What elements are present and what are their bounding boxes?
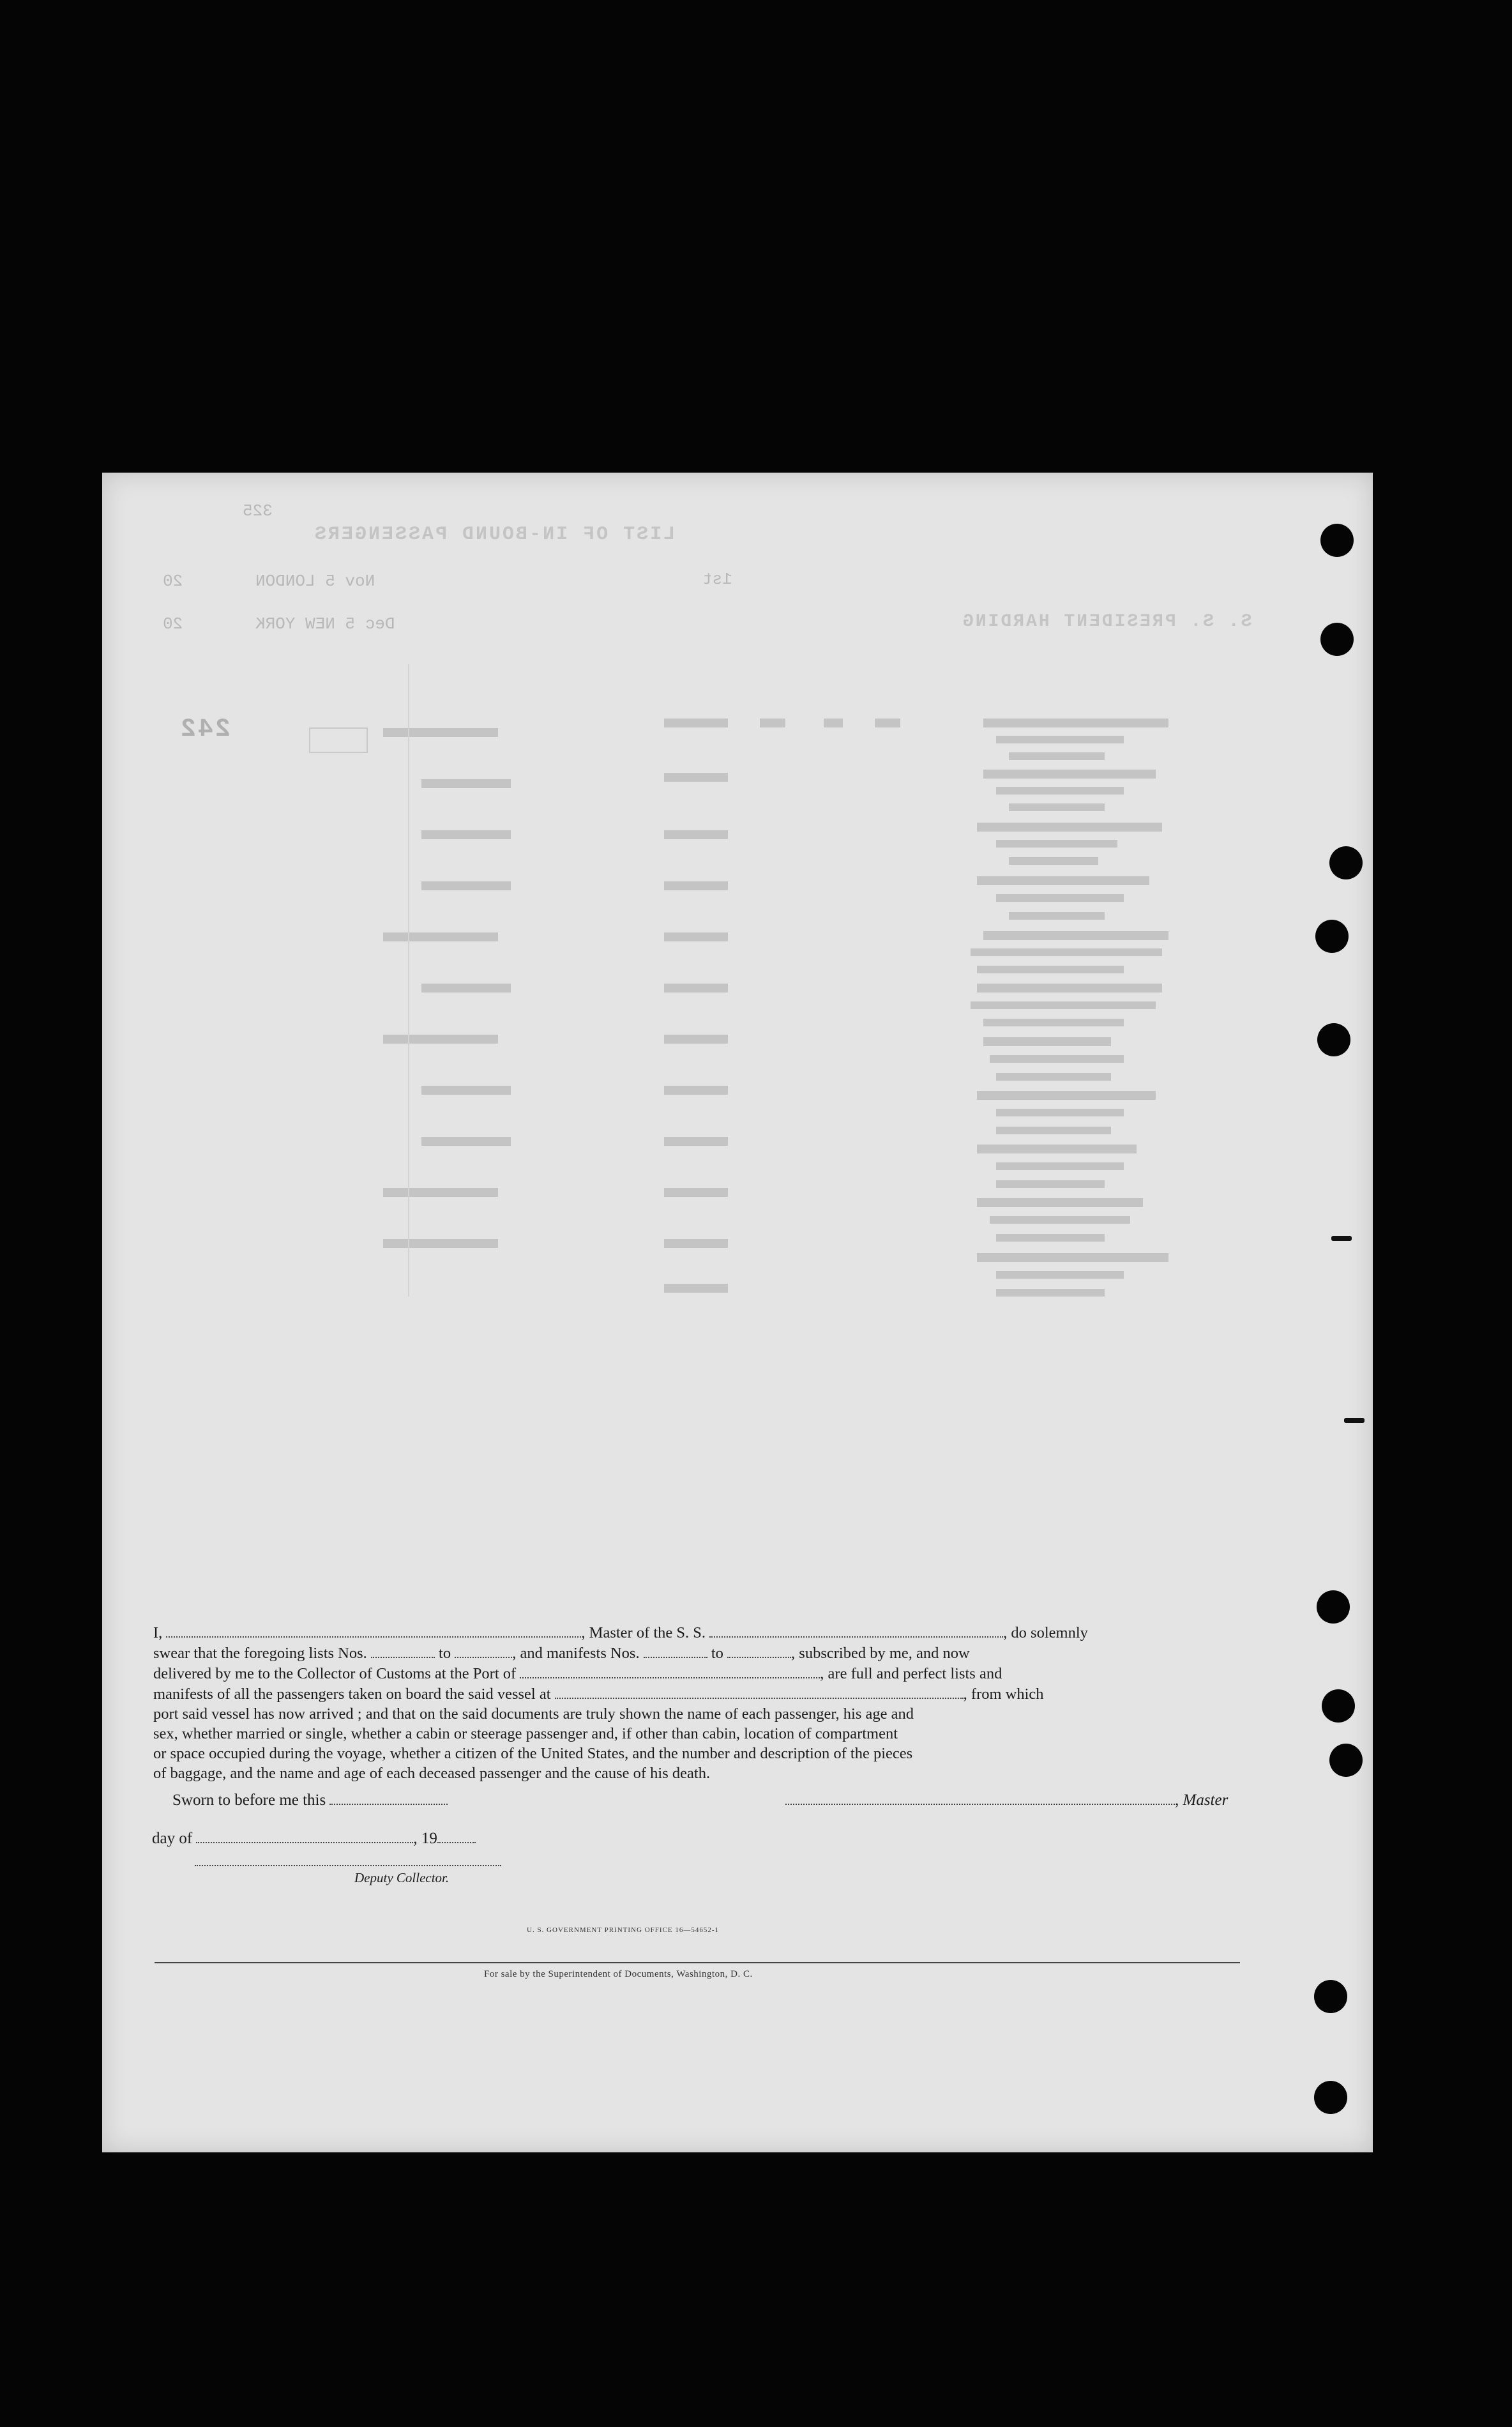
oath-line-7: or space occupied during the voyage, whether a citizen of the United States, and the number and description of the pieces [153, 1745, 913, 1762]
ghost-header-line1: Nov 5 LONDON [255, 572, 375, 591]
master-signature-field[interactable] [785, 1790, 1175, 1805]
punch-hole [1320, 623, 1354, 656]
ship-name-field[interactable] [709, 1622, 1003, 1638]
ghost-ship-name: S. S. PRESIDENT HARDING [961, 612, 1252, 632]
edge-mark [1331, 1236, 1352, 1241]
oath-line-2: swear that the foregoing lists Nos. to , and manifests Nos. to , subscribed by me, and now [153, 1643, 1245, 1663]
lists-from-field[interactable] [371, 1643, 435, 1658]
port-field[interactable] [520, 1663, 820, 1678]
footer-rule [155, 1962, 1240, 1963]
day-of-line: day of , 19 [152, 1828, 476, 1848]
punch-hole [1314, 2081, 1347, 2114]
punch-hole [1320, 524, 1354, 557]
manifests-to-field[interactable] [727, 1643, 791, 1658]
deputy-signature-field[interactable] [195, 1865, 501, 1866]
oath-line-8: of baggage, and the name and age of each deceased passenger and the cause of his death. [153, 1765, 711, 1782]
sworn-line: Sworn to before me this [172, 1790, 448, 1809]
manifest-page [102, 473, 1373, 2152]
ghost-class: 1st [702, 570, 732, 589]
departure-port-field[interactable] [555, 1684, 964, 1699]
deputy-collector-label: Deputy Collector. [354, 1870, 450, 1885]
oath-line-5: port said vessel has now arrived ; and that on the said documents are truly shown the name of each passenger, his age and [153, 1705, 914, 1723]
punch-hole [1322, 1689, 1355, 1723]
ghost-rows [102, 473, 1373, 1367]
punch-hole [1317, 1590, 1350, 1624]
lists-to-field[interactable] [455, 1643, 512, 1658]
sworn-day-field[interactable] [329, 1790, 448, 1805]
oath-line-3: delivered by me to the Collector of Customs at the Port of , are full and perfect lists and [153, 1663, 1245, 1684]
punch-hole [1315, 920, 1349, 953]
edge-mark [1344, 1418, 1365, 1423]
oath-line-6: sex, whether married or single, whether a cabin or steerage passenger and, if other than cabin, location of compartment [153, 1725, 898, 1742]
punch-hole [1317, 1023, 1350, 1056]
oath-line-4: manifests of all the passengers taken on board the said vessel at , from which [153, 1684, 1245, 1704]
punch-hole [1314, 1980, 1347, 2013]
ghost-page-number: 325 [243, 501, 273, 521]
punch-hole [1329, 1744, 1363, 1777]
ghost-date-left: 20 [163, 572, 183, 591]
ghost-title: LIST OF IN-BOUND PASSENGERS [313, 524, 676, 545]
year-field[interactable] [437, 1828, 476, 1843]
master-name-field[interactable] [166, 1622, 581, 1638]
punch-hole [1329, 846, 1363, 879]
oath-paragraph [153, 1622, 1245, 1783]
sale-notice: For sale by the Superintendent of Documents, Washington, D. C. [484, 1969, 753, 1979]
oath-line-1: I, , Master of the S. S. , do solemnly [153, 1622, 1245, 1643]
ghost-stamp: 242 [179, 715, 231, 744]
master-signature-line: , Master [785, 1790, 1228, 1809]
ghost-header-line2: Dec 5 NEW YORK [255, 614, 395, 634]
ghost-date-left2: 20 [163, 614, 183, 634]
manifests-from-field[interactable] [644, 1643, 707, 1658]
gpo-imprint: U. S. GOVERNMENT PRINTING OFFICE 16—54652-1 [527, 1926, 720, 1934]
day-of-field[interactable] [196, 1828, 413, 1843]
